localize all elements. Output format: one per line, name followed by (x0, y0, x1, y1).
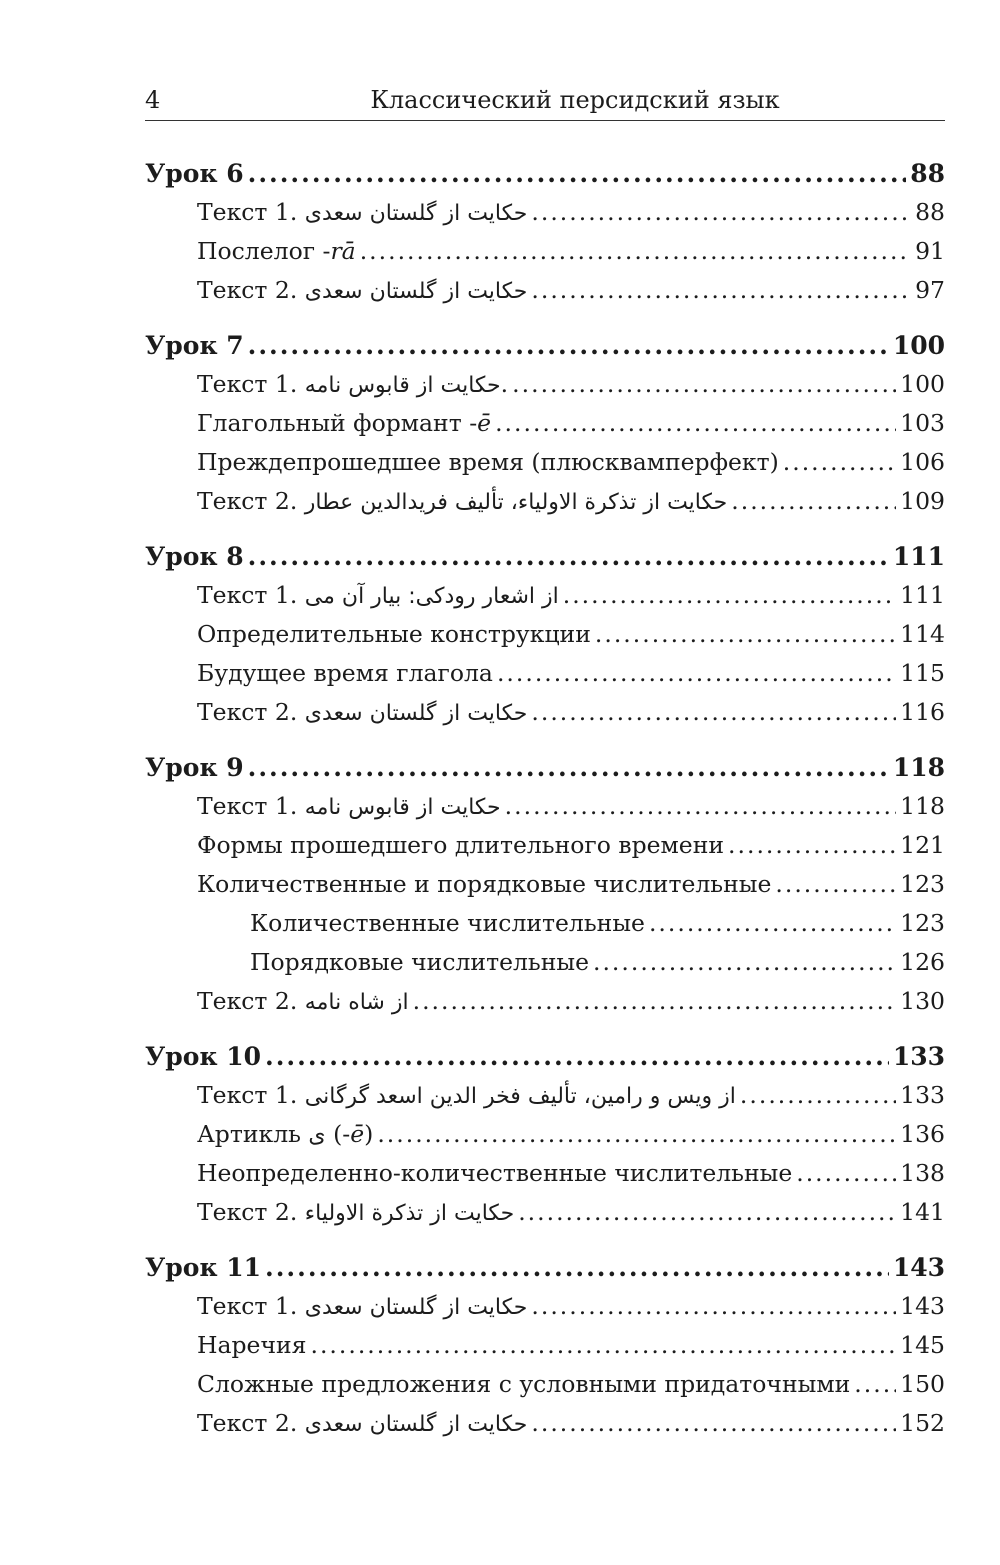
entry-label (197, 443, 779, 482)
dot-leader (360, 232, 911, 271)
toc-entry[interactable] (145, 826, 945, 865)
toc-entry[interactable] (145, 404, 945, 443)
lesson-title: Урок 6 (145, 159, 244, 188)
lesson-title: Урок 11 (145, 1253, 261, 1282)
table-of-contents (145, 154, 945, 1443)
entry-label (197, 404, 491, 443)
toc-entry[interactable] (145, 1365, 945, 1404)
transliteration: rā (330, 237, 356, 265)
toc-entry[interactable] (145, 576, 945, 615)
entry-page-number: 114 (900, 620, 945, 648)
entry-label (250, 943, 589, 982)
persian-title: حکایت از گلستان سعدی (304, 279, 528, 304)
lesson-title: Урок 10 (145, 1042, 261, 1071)
dot-leader (512, 365, 896, 404)
dot-leader (731, 482, 896, 521)
dot-leader (783, 443, 896, 482)
entry-text: Глагольный формант - (197, 409, 478, 437)
lesson-block (145, 748, 945, 1021)
lesson-page-number: 118 (892, 753, 945, 782)
dot-leader (265, 1248, 889, 1287)
toc-entry[interactable] (145, 1115, 945, 1154)
entry-page-number: 141 (900, 1198, 945, 1226)
toc-entry[interactable] (145, 1154, 945, 1193)
entry-label (197, 1326, 306, 1365)
toc-entry[interactable] (145, 943, 945, 982)
entry-label (197, 482, 727, 522)
entry-label (197, 271, 527, 311)
entry-page-number: 123 (900, 870, 945, 898)
transliteration: ē (477, 409, 492, 437)
entry-label (197, 826, 724, 865)
entry-page-number: 126 (900, 948, 945, 976)
entry-text: Будущее время глагола (197, 659, 493, 687)
entry-label (197, 193, 527, 233)
dot-leader (775, 865, 896, 904)
lesson-heading[interactable] (145, 537, 945, 576)
entry-page-number: 143 (900, 1292, 945, 1320)
lesson-heading[interactable] (145, 326, 945, 365)
toc-entry[interactable] (145, 654, 945, 693)
entry-page-number: 91 (915, 237, 945, 265)
lesson-heading[interactable] (145, 748, 945, 787)
toc-entry[interactable] (145, 1076, 945, 1115)
entry-text: Текст 1. (197, 1292, 305, 1320)
entry-label (197, 865, 771, 904)
dot-leader (310, 1326, 896, 1365)
entry-page-number: 121 (900, 831, 945, 859)
entry-page-number: 103 (900, 409, 945, 437)
lesson-page-number: 100 (892, 331, 945, 360)
dot-leader (248, 537, 889, 576)
dot-leader (649, 904, 896, 943)
dot-leader (497, 654, 896, 693)
entry-page-number: 97 (915, 276, 945, 304)
entry-text: Количественные и порядковые числительные (197, 870, 772, 898)
toc-entry[interactable] (145, 693, 945, 732)
entry-text: Текст 1. (197, 1081, 305, 1109)
lesson-page-number: 88 (910, 159, 945, 188)
entry-page-number: 152 (900, 1409, 945, 1437)
toc-entry[interactable] (145, 982, 945, 1021)
entry-text: Артикль (197, 1120, 309, 1148)
page-header (145, 80, 945, 121)
entry-text: Преждепрошедшее время (плюсквамперфект) (197, 448, 779, 476)
entry-text: Количественные числительные (250, 909, 645, 937)
entry-label (197, 654, 493, 693)
entry-text: Текст 2. (197, 276, 305, 304)
entry-page-number: 116 (900, 698, 945, 726)
entry-label (197, 1287, 527, 1327)
entry-label (197, 1076, 736, 1116)
entry-text: Текст 2. (197, 987, 305, 1015)
toc-entry[interactable] (145, 1404, 945, 1443)
entry-label (197, 576, 559, 616)
dot-leader (495, 404, 896, 443)
entry-label (197, 615, 591, 654)
persian-title: حکایت از قابوس نامه (304, 795, 501, 820)
entry-text: Текст 2. (197, 698, 305, 726)
entry-label (197, 1193, 514, 1233)
entry-page-number: 88 (915, 198, 945, 226)
lesson-page-number: 143 (892, 1253, 945, 1282)
persian-title: حکایت از گلستان سعدی (304, 1412, 528, 1437)
lesson-block (145, 537, 945, 732)
persian-title: حکایت از گلستان سعدی (304, 201, 528, 226)
lesson-block (145, 326, 945, 521)
toc-entry[interactable] (145, 365, 945, 404)
persian-title: از اشعار رودکی: بیار آن می (304, 584, 559, 609)
toc-entry[interactable] (145, 1287, 945, 1326)
entry-text: Текст 2. (197, 1409, 305, 1437)
persian-title: از ویس و رامین، تألیف فخر الدین اسعد گرگانی (304, 1084, 736, 1109)
dot-leader (413, 982, 897, 1021)
entry-page-number: 150 (900, 1370, 945, 1398)
entry-page-number: 115 (900, 659, 945, 687)
entry-page-number: 130 (900, 987, 945, 1015)
toc-entry[interactable] (145, 232, 945, 271)
dot-leader (531, 693, 896, 732)
persian-title: حکایت از تذکرة الاولیاء، تألیف فریدالدین عطار (304, 490, 728, 515)
persian-title: حکایت از قابوس نامه (304, 373, 501, 398)
entry-page-number: 109 (900, 487, 945, 515)
lesson-block (145, 154, 945, 310)
toc-entry[interactable] (145, 482, 945, 521)
entry-text: Послелог - (197, 237, 331, 265)
toc-entry[interactable] (145, 271, 945, 310)
dot-leader (377, 1115, 896, 1154)
entry-label (197, 1115, 373, 1155)
lesson-heading[interactable] (145, 154, 945, 193)
entry-text: Текст 1. (197, 198, 305, 226)
entry-label (197, 982, 409, 1022)
dot-leader (518, 1193, 896, 1232)
dot-leader (531, 1404, 896, 1443)
entry-page-number: 111 (900, 581, 945, 609)
entry-text: Текст 1. (197, 581, 305, 609)
dot-leader (563, 576, 896, 615)
dot-leader (595, 615, 896, 654)
entry-text: Определительные конструкции (197, 620, 591, 648)
entry-text: Формы прошедшего длительного времени (197, 831, 725, 859)
toc-entry[interactable] (145, 193, 945, 232)
entry-page-number: 118 (900, 792, 945, 820)
persian-title: حکایت از گلستان سعدی (304, 1295, 528, 1320)
entry-page-number: 123 (900, 909, 945, 937)
entry-text-suffix: (- (325, 1120, 351, 1148)
entry-label (197, 787, 501, 827)
toc-entry[interactable] (145, 865, 945, 904)
entry-text: Текст 2. (197, 1198, 305, 1226)
entry-page-number: 136 (900, 1120, 945, 1148)
entry-label (197, 1404, 527, 1444)
running-title: Классический персидский язык (370, 86, 780, 114)
transliteration: ē (350, 1120, 365, 1148)
toc-entry[interactable] (145, 1193, 945, 1232)
lesson-page-number: 133 (892, 1042, 945, 1071)
dot-leader (531, 1287, 896, 1326)
entry-text: Неопределенно-количественные числительные (197, 1159, 793, 1187)
entry-page-number: 106 (900, 448, 945, 476)
toc-entry[interactable] (145, 443, 945, 482)
entry-label (197, 232, 356, 271)
entry-text: Текст 2. (197, 487, 305, 515)
lesson-block (145, 1037, 945, 1232)
entry-label (197, 1154, 792, 1193)
dot-leader (854, 1365, 896, 1404)
dot-leader (796, 1154, 896, 1193)
entry-text: Порядковые числительные (250, 948, 589, 976)
persian-title: حکایت از گلستان سعدی (304, 701, 528, 726)
entry-page-number: 145 (900, 1331, 945, 1359)
dot-leader (248, 326, 889, 365)
lesson-title: Урок 9 (145, 753, 244, 782)
entry-text: Текст 1. (197, 792, 305, 820)
entry-page-number: 138 (900, 1159, 945, 1187)
lesson-heading[interactable] (145, 1037, 945, 1076)
lesson-title: Урок 8 (145, 542, 244, 571)
dot-leader (248, 154, 907, 193)
entry-text-suffix: ) (364, 1120, 374, 1148)
lesson-page-number: 111 (892, 542, 945, 571)
entry-page-number: 100 (900, 370, 945, 398)
toc-entry[interactable] (145, 615, 945, 654)
entry-text-suffix: . (500, 370, 509, 398)
dot-leader (265, 1037, 889, 1076)
dot-leader (740, 1076, 896, 1115)
entry-label (250, 904, 645, 943)
dot-leader (505, 787, 896, 826)
toc-entry[interactable] (145, 1326, 945, 1365)
persian-title: ی (308, 1123, 326, 1148)
dot-leader (593, 943, 896, 982)
lesson-title: Урок 7 (145, 331, 244, 360)
dot-leader (728, 826, 896, 865)
entry-label (197, 693, 527, 733)
dot-leader (248, 748, 889, 787)
entry-page-number: 133 (900, 1081, 945, 1109)
lesson-heading[interactable] (145, 1248, 945, 1287)
entry-label (197, 1365, 850, 1404)
page-number: 4 (145, 86, 161, 114)
lesson-block (145, 1248, 945, 1443)
dot-leader (531, 271, 911, 310)
entry-text: Текст 1. (197, 370, 305, 398)
persian-title: حکایت از تذکرة الاولیاء (304, 1201, 515, 1226)
toc-entry[interactable] (145, 904, 945, 943)
entry-text: Сложные предложения с условными придаточными (197, 1370, 851, 1398)
entry-text: Наречия (197, 1331, 307, 1359)
dot-leader (531, 193, 911, 232)
persian-title: از شاه نامه (304, 990, 409, 1015)
toc-entry[interactable] (145, 787, 945, 826)
entry-label (197, 365, 508, 405)
